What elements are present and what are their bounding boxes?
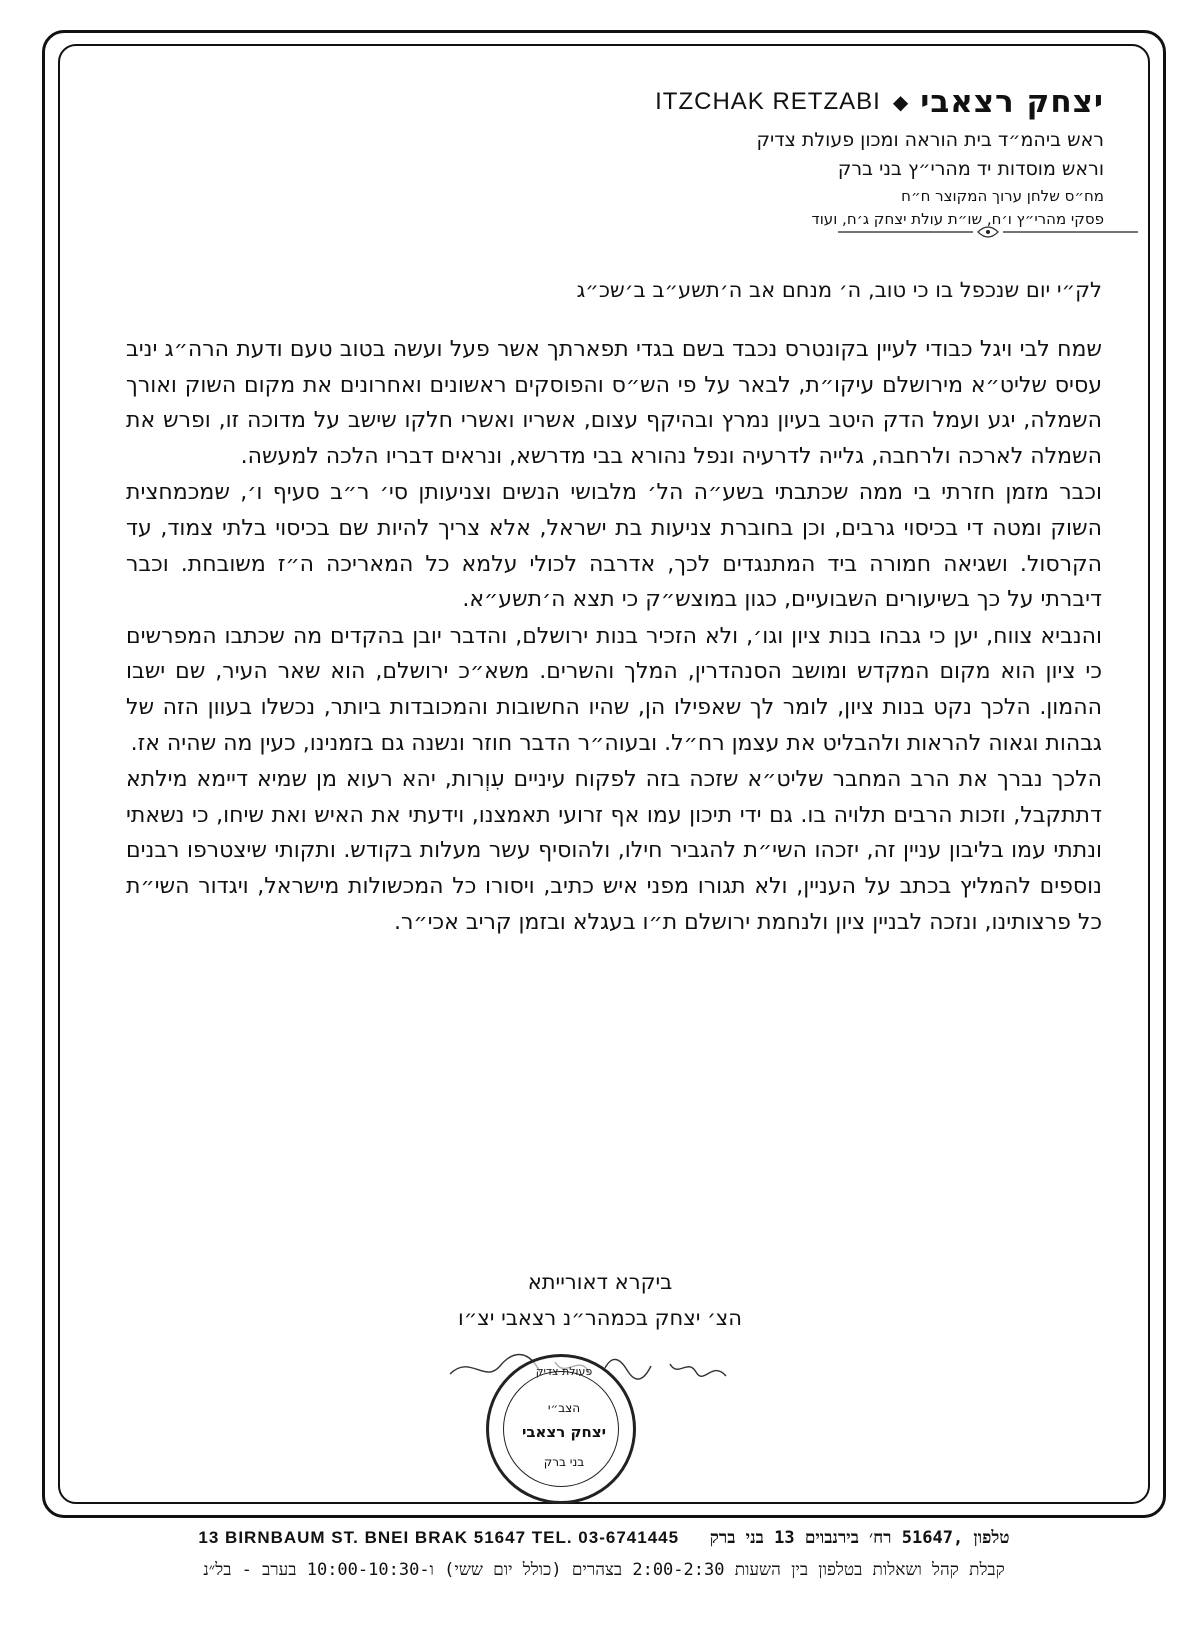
stamp-city-text: בני ברק xyxy=(543,1455,585,1469)
name-hebrew: יצחק רצאבי xyxy=(920,84,1104,120)
body-paragraph-1: שמח לבי ויגל כבודי לעיין בקונטרס נכבד בשם בגדי תפארתך אשר פעל ועשה בטוב טעם ודעת הרה״ג יניב עסיס שליט״א מירושלם עיקו״ת, לבאר על פי הש״ס והפוסקים ראשונים ואחרונים את מקום השוק ואורך השמלה, יגע ועמל הדק היטב בעיון נמרץ ובהיקף עצום, אשריו ואשרי חלקו שישב על מדוכה זו, ופרש את השמלה לארכה ולרחבה, גלייה לדרעיה ונפל נהורא בבי מדרשא, ונראים דבריו הלכה למעשה. xyxy=(126,337,1102,469)
ornament-divider-icon xyxy=(838,222,1138,242)
body-paragraph-2: וכבר מזמן חזרתי בי ממה שכתבתי בשע״ה הל׳ מלבושי הנשים וצניעותן סי׳ ר״ב סעיף ו׳, שמכמחצית השוק ומטה די בכיסוי גרבים, וכן בחוברת צניעות בת ישראל, אלא צריך להיות שם בכיסוי בלתי צמוד, עד הקרסול. ושגיאה חמורה ביד המתנגדים לכך, אדרבה לכולי עלמא כל המאריכה ה״ז משובחת. וכבר דיברתי על כך בשיעורים השבועיים, כגון במוצש״ק כי תצא ה׳תשע״א. xyxy=(126,480,1102,613)
name-english: ITZCHAK RETZABI xyxy=(655,88,881,115)
letterhead-name-line xyxy=(484,84,1104,120)
letter-date: לק״י יום שנכפל בו כי טוב, ה׳ מנחם אב ה׳תשע״ב ב׳שכ״ג xyxy=(576,278,1102,302)
footer-address-english: 13 BIRNBAUM ST. BNEI BRAK 51647 TEL. 03-6741445 xyxy=(198,1528,680,1547)
stamp-mid-text: הצב״י xyxy=(547,1401,581,1415)
title-line-1: ראש ביהמ״ד בית הוראה ומכון פעולת צדיק xyxy=(756,129,1104,151)
footer-address-hebrew: טלפון ,51647 רח׳ בירנבוים 13 בני ברק xyxy=(709,1528,1010,1548)
body-paragraph-3: והנביא צווח, יען כי גבהו בנות ציון וגו׳, ולא הזכיר בנות ירושלם, והדבר יובן בהקדים מה שכתבו המפרשים כי ציון הוא מקום המקדש ומושב הסנהדרין, המלך והשרים. משא״כ ירושלם, הוא שאר העיר, שם ישבו ההמון. הלכך נקט בנות ציון, לומר לך שאפילו הן, שהיו החשובות והמכובדות ביותר, נכשלו בעוון הזה של גבהות וגאוה להראות ולהבליט את עצמן רח״ל. ובעוה״ר הדבר חוזר ונשנה גם בזמנינו, כעין מה שהיה אז. xyxy=(126,623,1102,756)
footer-hours: קבלת קהל ושאלות בטלפון בין השעות 2:00-2:30 בצהרים (כולל יום ששי) ו-10:00-10:30 בערב - בל״נ xyxy=(203,1560,1005,1580)
title-line-4: פסקי מהרי״ץ ו׳ח, שו״ת עולת יצחק ג׳ח, ועוד xyxy=(811,210,1104,229)
diamond-icon: ◆ xyxy=(892,90,909,114)
closing-salutation: ביקרא דאורייתא xyxy=(527,1270,673,1294)
rabbinical-stamp xyxy=(486,1354,636,1504)
footer-address xyxy=(44,1528,1164,1548)
body-paragraph-4: הלכך נברך את הרב המחבר שליט״א שזכה בזה לפקוח עיניים עִוְרות, יהא רעוא מן שמיא דיימא מילתא דתתקבל, וזכות הרבים תלויה בו. גם ידי תיכון עמו אף זרועי תאמצנו, וידעתי את האיש ואת שיחו, כי נשאתי ונתתי עמו בליבון עניין זה, יזכהו השי״ת להגביר חילו, ולהוסיף עשר מעלות בקודש. ותקותי שיצטרפו רבנים נוספים להמליץ בכתב על העניין, ולא תגורו מפני איש כתיב, ויסורו כל המכשולות מישראל, ויגדור השי״ת כל פרצותינו, ונזכה לבניין ציון ולנחמת ירושלם ת״ו בעגלא ובזמן קריב אכי״ר. xyxy=(126,767,1102,935)
letterhead-titles xyxy=(484,126,1104,231)
closing-signer-name: הצ׳ יצחק בכמהר״נ רצאבי יצ״ו xyxy=(457,1306,742,1330)
title-line-3: מח״ס שלחן ערוך המקוצר ח״ח xyxy=(901,186,1104,205)
letter-body xyxy=(126,332,1102,941)
stamp-top-text: פעולת צדיק xyxy=(535,1365,593,1378)
stamp-name-text: יצחק רצאבי xyxy=(521,1423,607,1441)
letterhead xyxy=(484,84,1104,231)
title-line-2: וראש מוסדות יד מהרי״ץ בני ברק xyxy=(837,158,1104,181)
